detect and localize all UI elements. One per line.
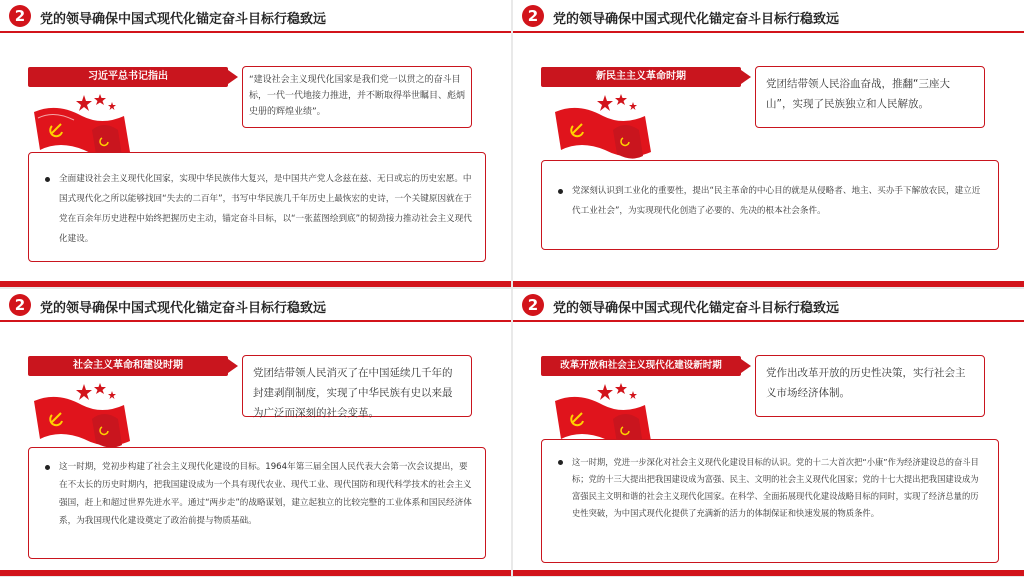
content-box <box>28 447 486 559</box>
quote-box: “建设社会主义现代化国家是我们党一以贯之的奋斗目标，一代一代地接力推进，并不断取得举世瞩目、彪炳史册的辉煌业绩”。 <box>242 66 472 128</box>
bottom-bar <box>0 570 511 576</box>
title-underline <box>513 320 1024 322</box>
bullet-icon <box>558 189 563 194</box>
bullet-icon <box>558 460 563 465</box>
quote-box: 党作出改革开放的历史性决策，实行社会主义市场经济体制。 <box>755 355 985 417</box>
section-number-badge: 2 <box>9 294 31 316</box>
party-flag-icon <box>32 90 142 160</box>
slide-title: 党的领导确保中国式现代化锚定奋斗目标行稳致远 <box>40 12 327 27</box>
title-underline <box>513 31 1024 33</box>
party-flag-icon <box>553 90 663 160</box>
content-box <box>541 160 999 250</box>
section-number-badge: 2 <box>522 5 544 27</box>
bullet-icon <box>45 177 50 182</box>
quote-box: 党团结带领人民浴血奋战，推翻“三座大山”，实现了民族独立和人民解放。 <box>755 66 985 128</box>
bottom-bar <box>513 281 1024 287</box>
period-tag: 社会主义革命和建设时期 <box>28 356 228 376</box>
content-text: 这一时期，党进一步深化对社会主义现代化建设目标的认识。党的十二大首次把“小康”作为经济建设总的奋斗目标；党的十三大提出把我国建设成为富强、民主、文明的社会主义现代化国家；党的十七大提出把我国建设成为富强民主文明和谐的社会主义现代化国家。在科学、全面拓展现代化建设战略目标的同时，实现了经济总量的历史性突破，为中国式现代化提供了充满新的活力的体制保证和快速发展的物质条件。 <box>572 457 979 518</box>
slide-title: 党的领导确保中国式现代化锚定奋斗目标行稳致远 <box>553 301 840 316</box>
period-tag: 新民主主义革命时期 <box>541 67 741 87</box>
content-text: 党深刻认识到工业化的重要性，提出“民主革命的中心目的就是从侵略者、地主、买办手下解放农民，建立近代工业社会”，为实现现代化创造了必要的、先决的根本社会条件。 <box>572 186 981 216</box>
slide-1 <box>0 0 511 287</box>
slide-4 <box>513 289 1024 576</box>
period-tag: 习近平总书记指出 <box>28 67 228 87</box>
bottom-bar <box>513 570 1024 576</box>
content-text: 全面建设社会主义现代化国家，实现中华民族伟大复兴，是中国共产党人念兹在兹、无日或忘的历史宏愿。中国式现代化之所以能够找回“失去的二百年”，书写中华民族几千年历史上最恢宏的史诗，一个关键原因就在于党在百余年历史进程中始终把握历史主动，锚定奋斗目标，以“一张蓝图绘到底”的韧劲接力推动社会主义现代化建设。 <box>59 174 472 244</box>
title-underline <box>0 320 511 322</box>
period-tag: 改革开放和社会主义现代化建设新时期 <box>541 356 741 376</box>
content-box <box>541 439 999 563</box>
quote-box: 党团结带领人民消灭了在中国延续几千年的封建剥削制度，实现了中华民族有史以来最为广泛而深刻的社会变革。 <box>242 355 472 417</box>
bullet-icon <box>45 465 50 470</box>
slide-title: 党的领导确保中国式现代化锚定奋斗目标行稳致远 <box>553 12 840 27</box>
party-flag-icon <box>32 379 142 449</box>
slide-2 <box>513 0 1024 287</box>
bottom-bar <box>0 281 511 287</box>
slide-title: 党的领导确保中国式现代化锚定奋斗目标行稳致远 <box>40 301 327 316</box>
content-text: 这一时期，党初步构建了社会主义现代化建设的目标。1964年第三届全国人民代表大会第一次会议提出，要在不太长的历史时期内，把我国建设成为一个具有现代农业、现代工业、现代国防和现代科学技术的社会主义强国，赶上和超过世界先进水平。通过“两步走”的战略谋划，建立起独立的比较完整的工业体系和国民经济体系，为我国现代化建设奠定了政治前提与物质基础。 <box>59 462 472 526</box>
slide-3 <box>0 289 511 576</box>
section-number-badge: 2 <box>9 5 31 27</box>
title-underline <box>0 31 511 33</box>
content-box <box>28 152 486 262</box>
section-number-badge: 2 <box>522 294 544 316</box>
